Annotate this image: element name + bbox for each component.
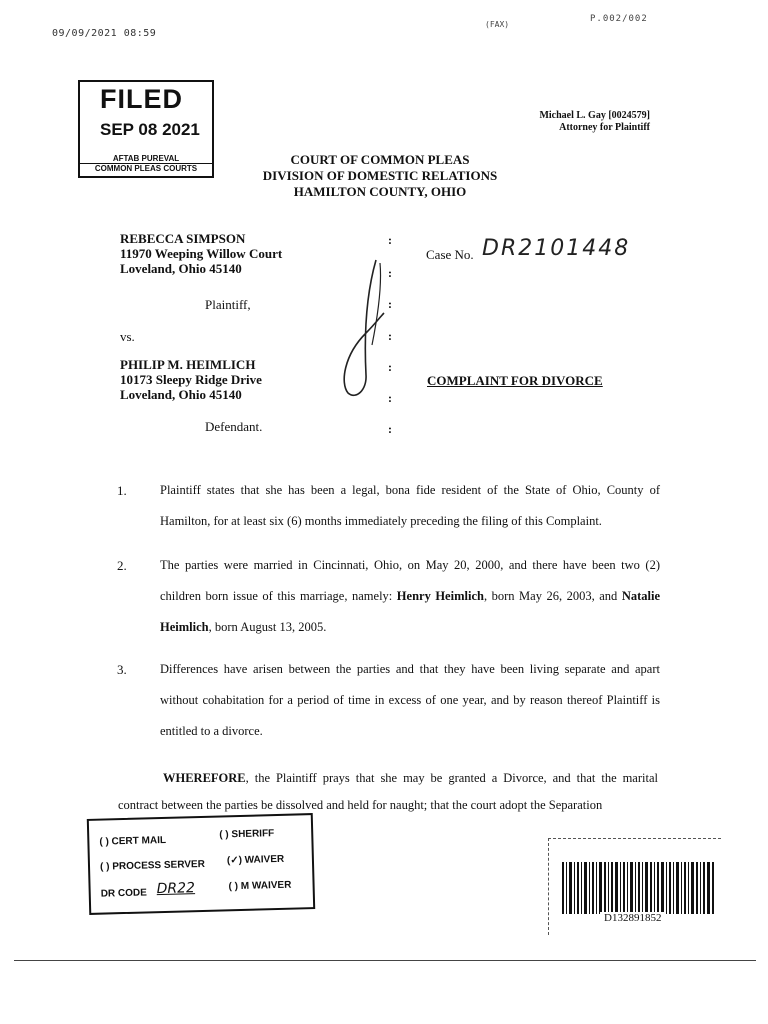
- wherefore-text: , the Plaintiff prays that she may be granted a Divorce, and that the marital contract between the parties be dissolved and held for naught; that the court adopt the Separation: [118, 771, 658, 812]
- stamp-title: FILED: [100, 84, 183, 114]
- child-name-1: Henry Heimlich: [396, 589, 484, 603]
- paragraph-2-text-c: , born August 13, 2005.: [208, 620, 327, 634]
- fax-mark: (FAX): [485, 20, 510, 29]
- paragraph-number: 3.: [117, 662, 127, 677]
- plaintiff-block: [120, 231, 282, 276]
- wherefore-clause: [118, 765, 658, 819]
- caption-colon: :: [388, 329, 392, 343]
- paragraph-2-text-a: The parties were married in Cincinnati, Ohio, on May 20, 2000, and there have been two (2) children born issue of this marriage, namely:: [160, 558, 660, 603]
- plaintiff-role: Plaintiff,: [205, 297, 251, 312]
- paragraph-number: 2.: [117, 558, 127, 573]
- paragraph-1: Plaintiff states that she has been a legal, bona fide resident of the State of Ohio, County of Hamilton, for at least six (6) months immediately preceding the filing of this Complaint.: [160, 483, 660, 528]
- caption-colon: :: [388, 391, 392, 405]
- case-number-handwritten: DR2101448: [482, 236, 631, 261]
- waiver-option: (✓) WAIVER: [226, 853, 285, 867]
- court-line-1: COURT OF COMMON PLEAS: [290, 152, 470, 167]
- service-method-stamp: [87, 813, 315, 915]
- sheriff-option: ( ) SHERIFF: [219, 828, 275, 841]
- caption-colon: :: [388, 422, 392, 436]
- caption-colon: :: [388, 233, 392, 247]
- plaintiff-address-1: 11970 Weeping Willow Court: [120, 246, 283, 261]
- page-bottom-rule: [14, 960, 756, 961]
- paragraph-3: Differences have arisen between the parties and that they have been living separate and apart without cohabitation for a period of time in excess of one year, and by reason thereof Plaintiff is entitled to a divorce.: [160, 662, 660, 738]
- court-caption: [230, 152, 530, 200]
- stamp-clerk: AFTAB PUREVAL: [112, 154, 180, 163]
- complaint-title: COMPLAINT FOR DIVORCE: [427, 373, 603, 388]
- defendant-address-2: Loveland, Ohio 45140: [120, 387, 242, 402]
- plaintiff-name: REBECCA SIMPSON: [120, 231, 246, 246]
- fax-page-number: P.002/002: [590, 14, 648, 24]
- paragraph-2: [160, 550, 660, 643]
- caption-colon: :: [388, 360, 392, 374]
- barcode-number: D132891852: [600, 912, 665, 924]
- paragraph-2-text-b: , born May 26, 2003, and: [483, 589, 622, 603]
- process-server-option: ( ) PROCESS SERVER: [99, 858, 205, 873]
- stamp-court: COMMON PLEAS COURTS: [80, 163, 212, 173]
- defendant-address-1: 10173 Sleepy Ridge Drive: [120, 372, 262, 387]
- barcode-icon: [562, 862, 716, 914]
- caption-colon: :: [388, 297, 392, 311]
- court-line-3: HAMILTON COUNTY, OHIO: [293, 184, 467, 199]
- attorney-role: Attorney for Plaintiff: [559, 122, 650, 133]
- child-name-2: Natalie Heimlich: [160, 589, 661, 634]
- caption-colon: :: [388, 266, 392, 280]
- dr-code-label: DR CODE: [100, 887, 148, 900]
- defendant-role: Defendant.: [205, 419, 263, 434]
- paragraph-number: 1.: [117, 483, 127, 498]
- case-number-label: Case No.: [426, 247, 474, 262]
- stamp-date: SEP 08 2021: [100, 120, 200, 139]
- fax-header-timestamp: 09/09/2021 08:59: [52, 28, 157, 39]
- defendant-block: [120, 357, 262, 402]
- attorney-name: Michael L. Gay [0024579]: [539, 110, 650, 121]
- court-line-2: DIVISION OF DOMESTIC RELATIONS: [262, 168, 498, 183]
- filed-stamp: [78, 80, 214, 178]
- versus-label: vs.: [120, 329, 135, 344]
- wherefore-lead: WHEREFORE: [163, 771, 246, 785]
- defendant-name: PHILIP M. HEIMLICH: [120, 357, 256, 372]
- m-waiver-option: ( ) M WAIVER: [228, 879, 292, 893]
- cert-mail-option: ( ) CERT MAIL: [99, 834, 167, 848]
- dr-code-value: DR22: [156, 880, 196, 898]
- attorney-block: [539, 110, 650, 134]
- judge-initial-signature: [336, 255, 396, 405]
- plaintiff-address-2: Loveland, Ohio 45140: [120, 261, 242, 276]
